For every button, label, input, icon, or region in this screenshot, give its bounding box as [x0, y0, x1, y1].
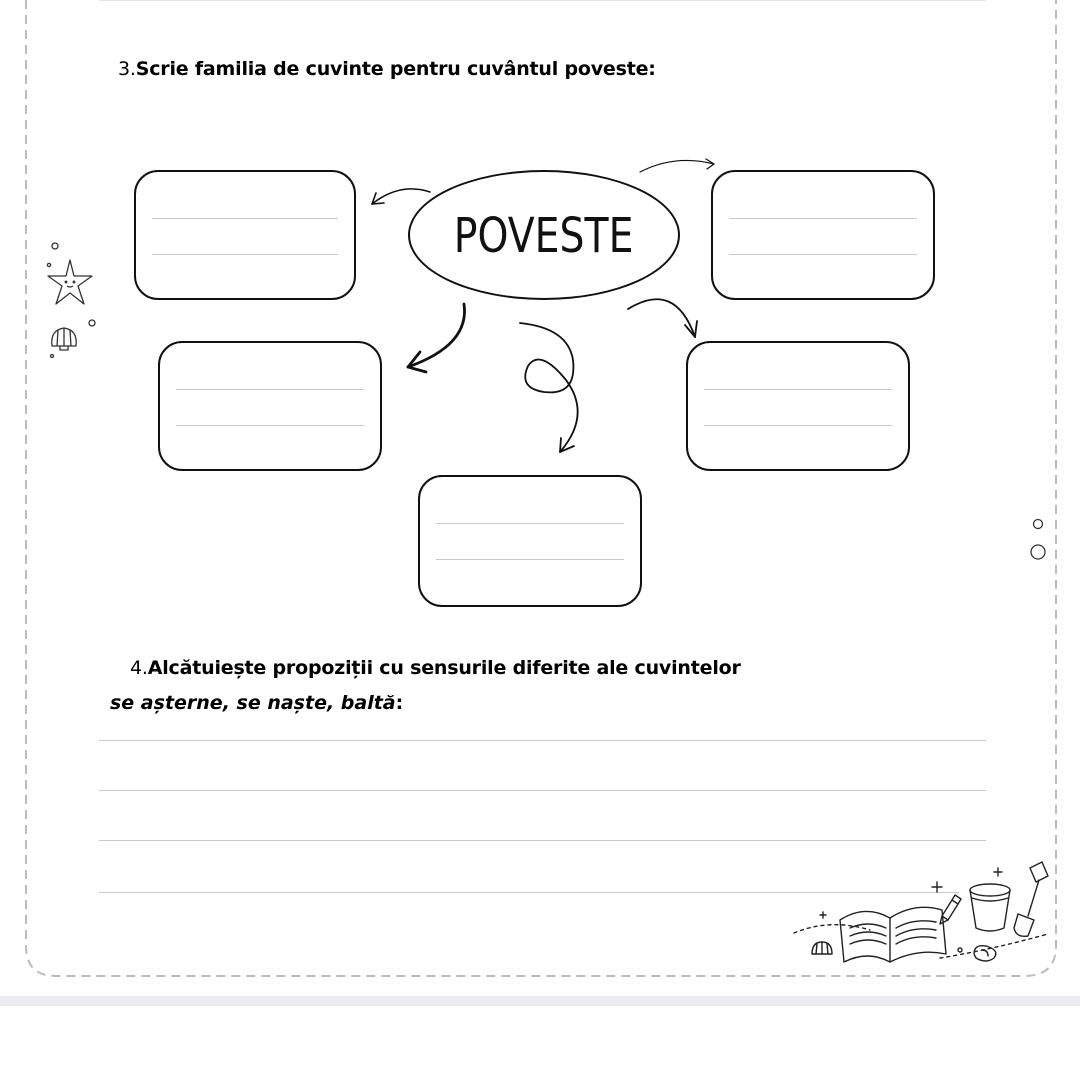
exercise-4-words-line — [110, 692, 403, 714]
exercise-3-instruction: Scrie familia de cuvinte pentru cuvântul poveste: — [135, 58, 656, 80]
writing-line[interactable] — [99, 740, 986, 741]
answer-box-top-left[interactable] — [134, 170, 356, 300]
sparkle-icon — [932, 882, 942, 892]
seashell-icon — [812, 942, 832, 954]
answer-line — [152, 254, 338, 255]
snail-shell-icon — [974, 946, 996, 961]
answer-line — [176, 389, 364, 390]
exercise-4-instruction: Alcătuiește propoziții cu sensurile diferite ale cuvintelor — [147, 657, 741, 679]
answer-line — [729, 218, 917, 219]
answer-line — [729, 254, 917, 255]
answer-line — [152, 218, 338, 219]
exercise-3-number: 3. — [118, 58, 136, 80]
center-word-ellipse — [408, 170, 680, 300]
writing-line[interactable] — [99, 840, 986, 841]
answer-line — [704, 389, 892, 390]
answer-line — [176, 425, 364, 426]
answer-box-middle-left[interactable] — [158, 341, 382, 471]
answer-line — [436, 559, 624, 560]
beach-illustration — [790, 858, 1055, 976]
answer-box-middle-right[interactable] — [686, 341, 910, 471]
bubble-icon — [1026, 516, 1050, 564]
seashell-icon — [46, 320, 82, 360]
shovel-icon — [1014, 862, 1048, 936]
exercise-4-number: 4. — [130, 657, 148, 679]
answer-line — [436, 523, 624, 524]
exercise-3-title — [118, 58, 656, 80]
answer-box-bottom[interactable] — [418, 475, 642, 607]
page-bottom-strip — [0, 996, 1080, 1006]
answer-line — [704, 425, 892, 426]
exercise-4-title — [130, 657, 741, 679]
exercise-4-colon: : — [395, 692, 404, 714]
center-word: POVESTE — [454, 208, 634, 264]
writing-line[interactable] — [99, 790, 986, 791]
sand-bucket-icon — [970, 884, 1010, 931]
open-book-icon — [840, 907, 946, 962]
exercise-4-words: se așterne, se naște, baltă — [110, 692, 396, 714]
answer-box-top-right[interactable] — [711, 170, 935, 300]
